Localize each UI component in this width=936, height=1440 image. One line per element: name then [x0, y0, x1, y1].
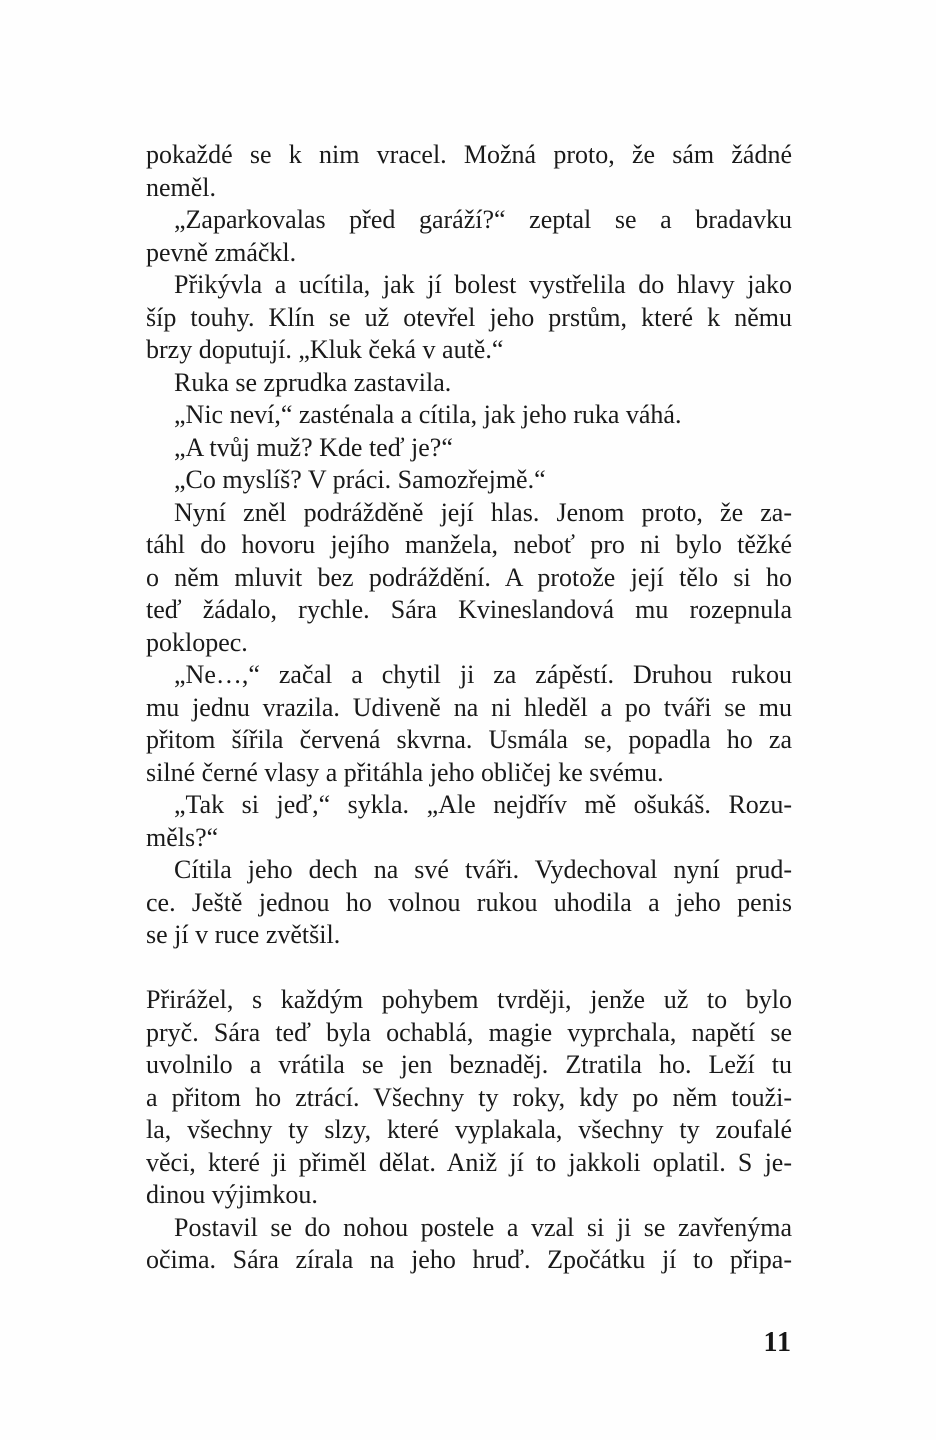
- text-line: „Co myslíš? V práci. Samozřejmě.“: [174, 465, 546, 494]
- page-number: 11: [763, 1327, 792, 1358]
- text-line: „Nic neví,“ zasténala a cítila, jak jeho ruka váhá.: [174, 400, 682, 429]
- text-line: pokaždé se k nim vracel. Možná proto, že sám žádné: [146, 140, 792, 169]
- text-line: Ruka se zprudka zastavila.: [174, 367, 452, 397]
- text-line: šíp touhy. Klín se už otevřel jeho prstům, které k němu: [146, 302, 792, 332]
- text-line: pevně zmáčkl.: [146, 237, 297, 267]
- text-line: „Zaparkovalas před garáží?“ zeptal se a bradavku: [174, 205, 792, 234]
- text-line: se jí v ruce zvětšil.: [146, 920, 341, 949]
- text-line: a přitom ho ztrácí. Všechny ty roky, kdy po něm touži-: [146, 1082, 792, 1112]
- text-line: táhl do hovoru jejího manžela, neboť pro ni bylo těžké: [146, 530, 792, 559]
- text-line: věci, které ji přiměl dělat. Aniž jí to jakkoli oplatil. S je-: [146, 1147, 792, 1177]
- text-line: dinou výjimkou.: [146, 1180, 318, 1209]
- text-line: silné černé vlasy a přitáhla jeho obličej ke svému.: [146, 757, 664, 787]
- text-line: pryč. Sára teď byla ochablá, magie vyprchala, napětí se: [146, 1017, 792, 1047]
- text-line: Cítila jeho dech na své tváři. Vydechoval nyní prud-: [174, 855, 792, 884]
- text-line: Nyní zněl podrážděně její hlas. Jenom proto, že za-: [174, 497, 792, 527]
- text-line: Přirážel, s každým pohybem tvrději, jenže už to bylo: [146, 985, 792, 1014]
- text-line: měls?“: [146, 822, 219, 852]
- text-line: uvolnilo a vrátila se jen beznaděj. Ztratila ho. Leží tu: [146, 1050, 792, 1079]
- text-block: [146, 139, 792, 1277]
- text-line: o něm mluvit bez podráždění. A protože její tělo si ho: [146, 562, 792, 592]
- text-line: ce. Ještě jednou ho volnou rukou uhodila a jeho penis: [146, 887, 792, 917]
- text-line: přitom šířila červená skvrna. Usmála se, popadla ho za: [146, 725, 792, 754]
- text-line: Postavil se do nohou postele a vzal si ji se zavřenýma: [174, 1212, 792, 1242]
- text-line: mu jednu vrazila. Udiveně na ni hleděl a po tváři se mu: [146, 692, 792, 722]
- text-line: brzy doputují. „Kluk čeká v autě.“: [146, 335, 504, 364]
- text-line: „Ne…,“ začal a chytil ji za zápěstí. Druhou rukou: [174, 660, 792, 689]
- text-line: „A tvůj muž? Kde teď je?“: [174, 432, 453, 462]
- text-line: poklopec.: [146, 627, 248, 657]
- text-line: la, všechny ty slzy, které vyplakala, všechny ty zoufalé: [146, 1115, 792, 1144]
- text-line: teď žádalo, rychle. Sára Kvineslandová mu rozepnula: [146, 595, 792, 624]
- text-line: Přikývla a ucítila, jak jí bolest vystřelila do hlavy jako: [174, 270, 792, 299]
- text-line: neměl.: [146, 172, 217, 202]
- text-line: očima. Sára zírala na jeho hruď. Zpočátku jí to připa-: [146, 1245, 792, 1274]
- text-line: „Tak si jeď,“ sykla. „Ale nejdřív mě ošukáš. Rozu-: [174, 790, 792, 819]
